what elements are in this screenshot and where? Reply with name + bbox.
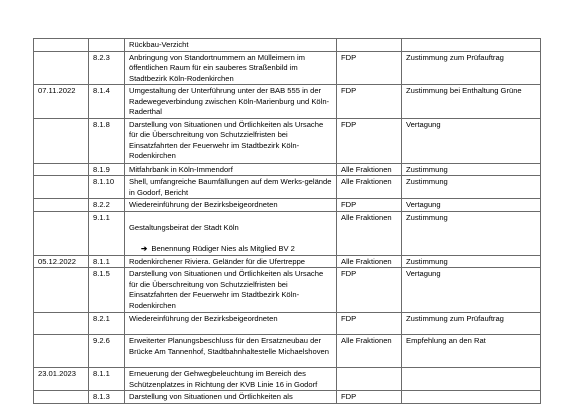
motion-subject: Anbringung von Standortnummern an Mülleimern im öffentlichen Raum für ein sauberes Straßenbild im Stadtbezirk Köln-Rodenkirchen — [125, 51, 337, 85]
meeting-date — [34, 163, 89, 176]
table-row — [34, 335, 541, 368]
meeting-date — [34, 211, 89, 255]
motion-subject: Wiedereinführung der Bezirksbeigeordneten — [125, 199, 337, 212]
motion-subject: Umgestaltung der Unterführung unter der BAB 555 in der Radewegeverbindung zwischen Köln-Marienburg und Köln-Raderthal — [125, 85, 337, 119]
agenda-item-number: 8.1.3 — [89, 391, 125, 404]
motions-table — [33, 38, 541, 404]
submitted-by: FDP — [337, 313, 402, 335]
submitted-by: Alle Fraktionen — [337, 163, 402, 176]
motion-subject: Erweiterter Planungsbeschluss für den Ersatzneubau der Brücke Am Tannenhof, Stadtbahnhaltestelle Michaelshoven — [125, 335, 337, 368]
agenda-item-number: 8.1.8 — [89, 118, 125, 163]
agenda-item-number: 8.1.10 — [89, 176, 125, 199]
table-row — [34, 268, 541, 313]
motion-subject-cell — [125, 211, 337, 255]
decision-result — [402, 391, 541, 404]
decision-result: Empfehlung an den Rat — [402, 335, 541, 368]
submitted-by: FDP — [337, 391, 402, 404]
arrow-right-icon: ➔ — [141, 244, 148, 253]
table-row — [34, 85, 541, 119]
agenda-item-number: 8.2.2 — [89, 199, 125, 212]
table-row — [34, 163, 541, 176]
table-row — [34, 118, 541, 163]
submitted-by — [337, 368, 402, 391]
meeting-date: 23.01.2023 — [34, 368, 89, 391]
meeting-date — [34, 391, 89, 404]
meeting-date — [34, 176, 89, 199]
table-row — [34, 211, 541, 255]
motion-subject: Darstellung von Situationen und Örtlichkeiten als — [125, 391, 337, 404]
agenda-item-number: 9.1.1 — [89, 211, 125, 255]
decision-result: Zustimmung — [402, 255, 541, 268]
decision-result — [402, 368, 541, 391]
meeting-date — [34, 335, 89, 368]
decision-result: Zustimmung — [402, 176, 541, 199]
decision-result: Zustimmung bei Enthaltung Grüne — [402, 85, 541, 119]
meeting-date — [34, 51, 89, 85]
submitted-by: Alle Fraktionen — [337, 255, 402, 268]
motion-subject: Darstellung von Situationen und Örtlichkeiten als Ursache für die Überschreitung von Schutzzielfristen bei Einsatzfahrten der Feuerwehr im Stadtbezirk Köln-Rodenkirchen — [125, 118, 337, 163]
table-row — [34, 176, 541, 199]
decision-result: Zustimmung — [402, 211, 541, 255]
motion-subject: Gestaltungsbeirat der Stadt Köln — [129, 223, 239, 232]
meeting-date — [34, 39, 89, 52]
meeting-date — [34, 268, 89, 313]
table-row — [34, 255, 541, 268]
motion-subject: Wiedereinführung der Bezirksbeigeordneten — [125, 313, 337, 335]
table-row — [34, 313, 541, 335]
submitted-by: FDP — [337, 85, 402, 119]
agenda-item-number: 8.1.4 — [89, 85, 125, 119]
meeting-date: 07.11.2022 — [34, 85, 89, 119]
motion-subject: Erneuerung der Gehwegbeleuchtung im Bereich des Schützenplatzes in Richtung der KVB Linie 16 in Godorf — [125, 368, 337, 391]
agenda-item-number: 8.2.1 — [89, 313, 125, 335]
agenda-item-number: 9.2.6 — [89, 335, 125, 368]
motion-subject: Darstellung von Situationen und Örtlichkeiten als Ursache für die Überschreitung von Schutzzielfristen bei Einsatzfahrten der Feuerwehr im Stadtbezirk Köln-Rodenkirchen — [125, 268, 337, 313]
decision-result: Zustimmung — [402, 163, 541, 176]
motion-subject: Rodenkirchener Riviera. Geländer für die Ufertreppe — [125, 255, 337, 268]
decision-result: Vertagung — [402, 118, 541, 163]
agenda-item-number: 8.1.9 — [89, 163, 125, 176]
meeting-date — [34, 199, 89, 212]
table-row — [34, 39, 541, 52]
submitted-by: FDP — [337, 118, 402, 163]
submitted-by: FDP — [337, 199, 402, 212]
meeting-date: 05.12.2022 — [34, 255, 89, 268]
submitted-by: Alle Fraktionen — [337, 211, 402, 255]
motion-subject-detail: Benennung Rüdiger Nies als Mitglied BV 2 — [151, 244, 295, 253]
decision-result: Zustimmung zum Prüfauftrag — [402, 51, 541, 85]
table-row — [34, 368, 541, 391]
decision-result — [402, 39, 541, 52]
agenda-item-number — [89, 39, 125, 52]
table-row — [34, 391, 541, 404]
agenda-item-number: 8.2.3 — [89, 51, 125, 85]
submitted-by: Alle Fraktionen — [337, 176, 402, 199]
motion-subject: Shell, umfangreiche Baumfällungen auf dem Werks-gelände in Godorf, Bericht — [125, 176, 337, 199]
decision-result: Zustimmung zum Prüfauftrag — [402, 313, 541, 335]
submitted-by — [337, 39, 402, 52]
meeting-date — [34, 118, 89, 163]
submitted-by: Alle Fraktionen — [337, 335, 402, 368]
submitted-by: FDP — [337, 268, 402, 313]
agenda-item-number: 8.1.5 — [89, 268, 125, 313]
motion-subject: Rückbau-Verzicht — [125, 39, 337, 52]
table-row — [34, 51, 541, 85]
decision-result: Vertagung — [402, 268, 541, 313]
table-row — [34, 199, 541, 212]
agenda-item-number: 8.1.1 — [89, 255, 125, 268]
motion-subject: Mitfahrbank in Köln-Immendorf — [125, 163, 337, 176]
meeting-date — [34, 313, 89, 335]
agenda-item-number: 8.1.1 — [89, 368, 125, 391]
submitted-by: FDP — [337, 51, 402, 85]
decision-result: Vertagung — [402, 199, 541, 212]
